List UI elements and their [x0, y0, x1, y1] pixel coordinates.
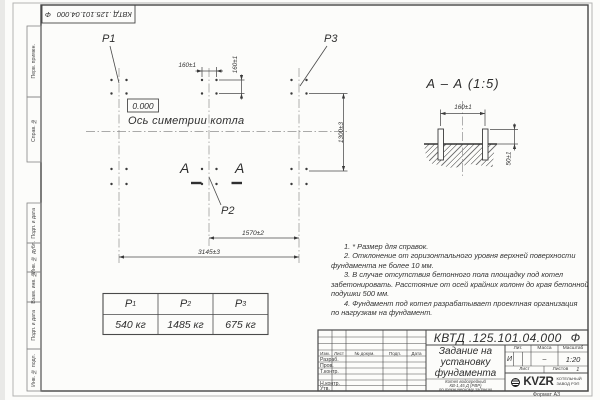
notes-block	[331, 242, 589, 318]
masshtab-label: Масштаб	[562, 346, 584, 351]
logo-text: KVZR	[523, 376, 554, 388]
designation-code: КВТД .125.101.04.000	[433, 330, 562, 345]
top-stamp	[42, 5, 135, 23]
symmetry-axis-label: Ось симетрии котла	[128, 115, 245, 127]
point-label-p2: P2	[221, 205, 235, 217]
top-stamp-code: КВТД .125.101.04.000	[57, 9, 132, 19]
dim-1300: 1300±3	[337, 121, 345, 143]
note-line: подушки 500 мм.	[331, 289, 390, 299]
masshtab-value: 1:20	[565, 354, 581, 364]
col-data: Дата	[411, 350, 422, 356]
logo-subtext: КОТЕЛЬНЫЙ ЗАВОД РЭП	[556, 376, 582, 386]
doc-title: Задание на установку фундамента	[434, 345, 497, 379]
designation-suffix: Ф	[570, 330, 581, 345]
strip-inv-dubl: Инв. № дубл.	[31, 241, 37, 274]
dim-160-top: 160±1	[178, 62, 196, 69]
section-title: А – А (1:5)	[426, 75, 500, 91]
col-podp: Подп.	[388, 350, 402, 356]
logo-ball-icon	[511, 378, 520, 387]
lit-label: Лит.	[513, 346, 523, 351]
note-line: 3. В случае отсутствия бетонного пола площадку под котел	[344, 270, 564, 280]
section-dim-50: 50±1	[505, 151, 513, 165]
col-list: Лист	[334, 350, 344, 356]
row-nkontr: Н.контр.	[320, 380, 340, 387]
note-line: 2. Отклонение от горизонтального уровня верхней поверхности	[344, 251, 576, 261]
dimension-arrows	[119, 69, 516, 258]
list-label: Лист	[519, 367, 530, 372]
col-doc: № докум.	[354, 350, 375, 356]
level-mark: 0.000	[132, 100, 154, 111]
company-logo	[505, 373, 588, 391]
strip-sprav-no: Справ. №	[31, 117, 37, 142]
top-stamp-suffix: Ф	[45, 9, 52, 19]
note-line: фундамента не более 10 мм.	[331, 260, 434, 270]
format-label: Формат А3	[532, 392, 561, 398]
dim-3145: 3145±3	[198, 248, 220, 256]
col-izm: Изм.	[320, 350, 330, 356]
load-table-header-p1: P 1	[124, 298, 137, 310]
listov-label: Листов	[552, 367, 569, 372]
section-dim-160: 160±1	[454, 103, 472, 111]
note-line: 1. * Размер для справок.	[344, 242, 429, 251]
strip-podp-data-2: Подп. и дата	[31, 310, 37, 341]
row-prov: Пров.	[320, 362, 334, 369]
massa-label: Масса	[537, 346, 552, 351]
section-letter-left: А	[180, 160, 190, 176]
load-value-p3: 675 кг	[225, 318, 256, 331]
dimension-lines	[119, 67, 518, 257]
note-line: забетонировать. Расстояние от осей крайних колонн до края бетонной	[331, 279, 589, 289]
dim-1570: 1570±2	[242, 229, 264, 237]
lit-value: И	[506, 355, 512, 363]
strip-perv-primen: Перв. примен.	[31, 44, 37, 79]
row-razrab: Разраб.	[320, 356, 339, 363]
row-utv: Утв.	[320, 386, 330, 392]
row-tkontr: Т.контр.	[320, 368, 339, 375]
massa-value: –	[542, 355, 547, 363]
dim-160-side: 160±1	[232, 55, 240, 73]
product-description: Котел водогрейный КВ-1,45 Д (РВР) по техническому заданию	[438, 378, 493, 392]
note-line: по нагрузкам на фундамент.	[331, 308, 433, 318]
strip-inv-podl: Инв. № подл.	[31, 353, 37, 387]
section-letter-right: А	[235, 160, 245, 176]
listov-cell	[544, 366, 588, 373]
load-value-p1: 540 кг	[115, 318, 146, 331]
designation	[426, 330, 588, 345]
point-label-p3: P3	[324, 33, 338, 45]
listov-value: 1	[576, 366, 580, 373]
load-value-p2: 1485 кг	[167, 318, 204, 331]
strip-podp-data-1: Подп. и дата	[31, 207, 37, 239]
point-label-p1: P1	[102, 33, 116, 45]
note-line: 4. Фундамент под котел разрабатывает проектная организация	[344, 298, 578, 308]
strip-vzam-inv: Взам. инв. №	[31, 270, 37, 304]
load-table-header-p3: P 3	[234, 298, 247, 310]
load-table-header-p2: P 2	[179, 298, 192, 310]
